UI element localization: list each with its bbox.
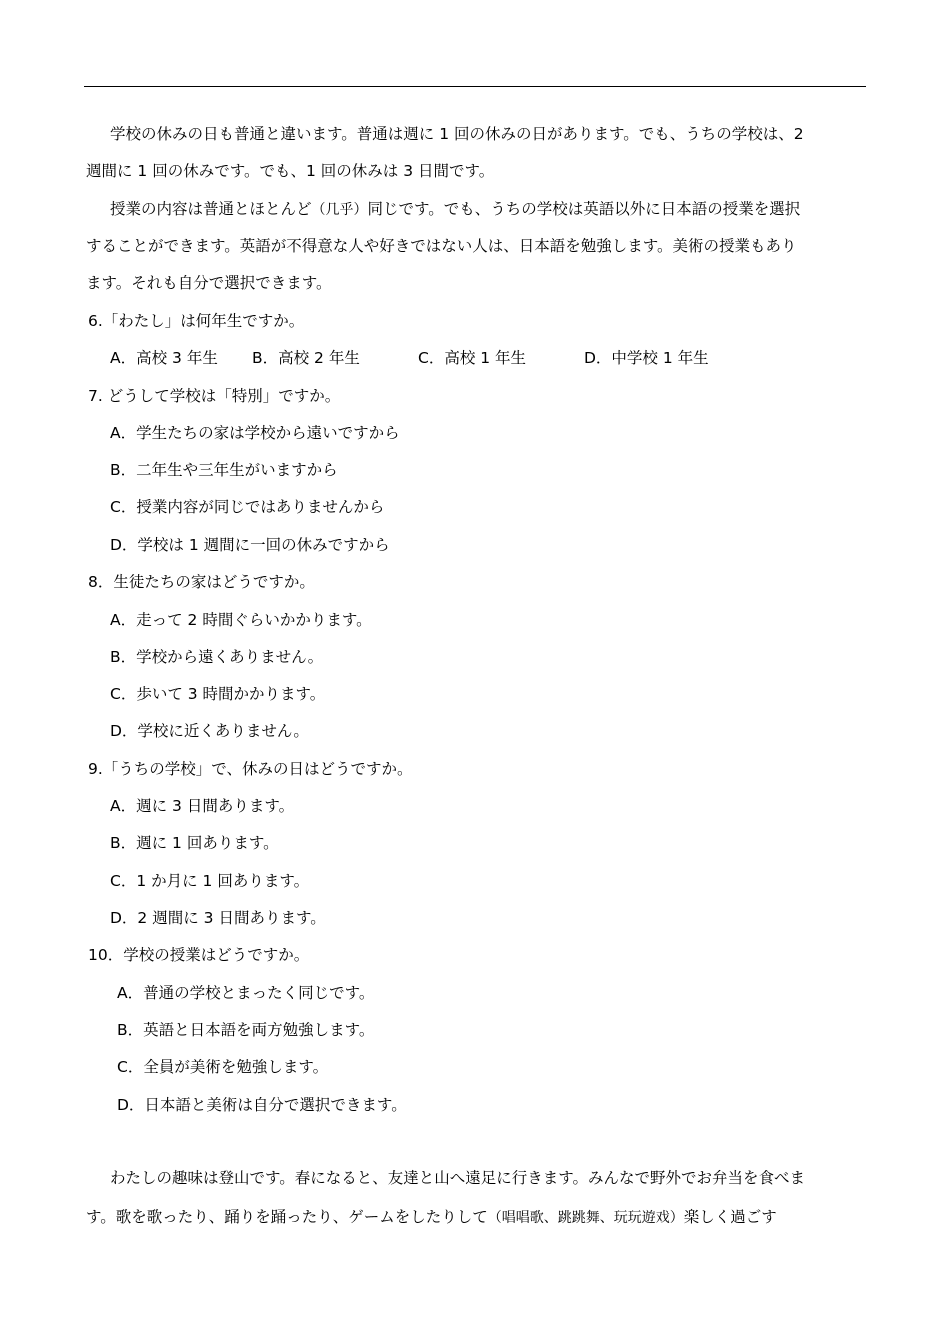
option-d: D．学校に近くありません。 [110,722,309,740]
annotation-note: （唱唱歌、跳跳舞、玩玩遊戏） [487,1210,684,1226]
passage-2-line-2 [86,1207,777,1228]
option-c: C．1 か月に 1 回あります。 [110,872,310,890]
option-b: B．英語と日本語を両方勉強します。 [117,1021,375,1039]
option-a: A．学生たちの家は学校から遠いですから [110,424,400,442]
option-c: C．歩いて 3 時間かかります。 [110,685,326,703]
passage-2-text: す。歌を歌ったり、踊りを踊ったり、ゲームをしたりして [86,1208,488,1226]
passage-1-line-2: 週間に 1 回の休みです。でも、1 回の休みは 3 日間です。 [86,162,495,180]
option-a: A．高校 3 年生 [110,349,218,367]
header-rule [84,86,866,87]
passage-1-line-3 [110,199,800,220]
option-b: B．週に 1 回あります。 [110,834,279,852]
option-d: D．中学校 1 年生 [584,349,709,367]
option-a: A．走って 2 時間ぐらいかかります。 [110,611,372,629]
passage-1-text: 授業の内容は普通とほとんど [110,200,312,218]
option-c: C．全員が美術を勉強します。 [117,1058,329,1076]
option-b: B．学校から遠くありません。 [110,648,324,666]
question-stem: 6.「わたし」は何年生ですか。 [88,312,305,330]
option-b: B．二年生や三年生がいますから [110,461,338,479]
question-stem: 7. どうして学校は「特別」ですか。 [88,387,341,405]
passage-2-text: 楽しく過ごす [683,1208,777,1226]
option-a: A．週に 3 日間あります。 [110,797,295,815]
passage-1-text: 同じです。でも、うちの学校は英語以外に日本語の授業を選択 [367,200,801,218]
option-d: D．2 週間に 3 日間あります。 [110,909,326,927]
passage-1-line-4: することができます。英語が不得意な人や好きではない人は、日本語を勉強します。美術の授業もあり [86,237,797,255]
option-b: B．高校 2 年生 [252,349,360,367]
question-stem: 10．学校の授業はどうですか。 [88,946,310,964]
option-c: C．授業内容が同じではありませんから [110,498,385,516]
question-stem: 9.「うちの学校」で、休みの日はどうですか。 [88,760,413,778]
option-d: D．学校は 1 週間に一回の休みですから [110,536,390,554]
passage-2-line-1: わたしの趣味は登山です。春になると、友達と山へ遠足に行きます。みんなで野外でお弁当を食べま [110,1169,806,1187]
passage-1-line-1: 学校の休みの日も普通と違います。普通は週に 1 回の休みの日があります。でも、うちの学校は、2 [110,125,804,143]
option-c: C．高校 1 年生 [418,349,527,367]
option-d: D．日本語と美術は自分で選択できます。 [117,1096,407,1114]
question-stem: 8．生徒たちの家はどうですか。 [88,573,315,591]
option-a: A．普通の学校とまったく同じです。 [117,984,375,1002]
annotation-note: （几乎） [311,202,368,218]
passage-1-line-5: ます。それも自分で選択できます。 [86,274,332,292]
